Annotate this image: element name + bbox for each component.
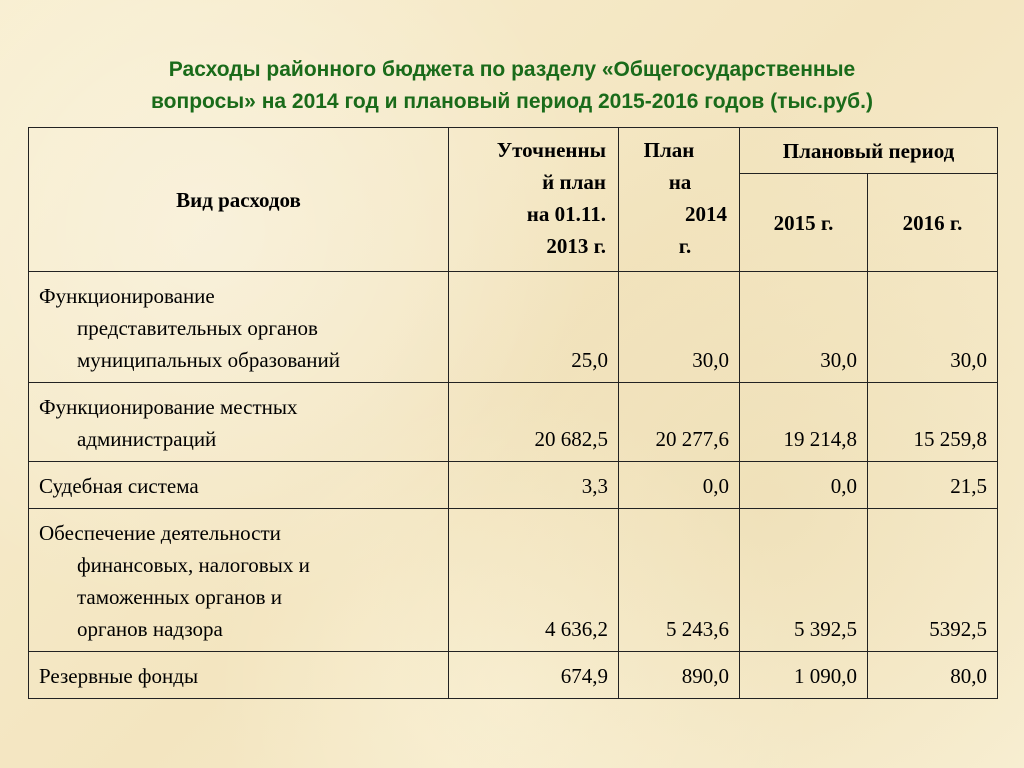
header-plan-2014	[619, 128, 740, 272]
cell-plan-2014: 30,0	[619, 272, 740, 383]
row-name-line: Обеспечение деятельности	[39, 521, 281, 545]
cell-2015: 0,0	[740, 462, 868, 509]
row-name	[29, 383, 449, 462]
header-planning-period: Плановый период	[740, 128, 998, 174]
title-line-2: вопросы» на 2014 год и плановый период 2015-2016 годов (тыс.руб.)	[151, 90, 873, 113]
cell-refined-plan: 674,9	[449, 652, 619, 699]
slide-title	[0, 54, 1024, 118]
row-name	[29, 272, 449, 383]
row-name-line: Резервные фонды	[39, 664, 199, 688]
cell-plan-2014: 5 243,6	[619, 509, 740, 652]
cell-2016: 80,0	[868, 652, 998, 699]
table-row	[29, 652, 998, 699]
cell-2015: 5 392,5	[740, 509, 868, 652]
table-row	[29, 272, 998, 383]
header-year-2016: 2016 г.	[868, 174, 998, 272]
cell-refined-plan: 3,3	[449, 462, 619, 509]
row-name-line: Функционирование местных	[39, 395, 298, 419]
cell-2015: 1 090,0	[740, 652, 868, 699]
header-plan-2014-line: 2014	[685, 202, 727, 226]
row-name-line: органов надзора	[77, 617, 223, 641]
cell-2016: 30,0	[868, 272, 998, 383]
cell-2015: 19 214,8	[740, 383, 868, 462]
header-expense-type: Вид расходов	[29, 128, 449, 272]
table-row	[29, 462, 998, 509]
row-name-line: администраций	[77, 427, 217, 451]
title-line-1: Расходы районного бюджета по разделу «Общегосударственные	[168, 58, 856, 81]
cell-2016: 21,5	[868, 462, 998, 509]
budget-table	[28, 127, 998, 699]
row-name-line: Функционирование	[39, 284, 215, 308]
header-plan-2014-line: План	[643, 138, 695, 162]
cell-2016: 5392,5	[868, 509, 998, 652]
table-row	[29, 509, 998, 652]
cell-plan-2014: 0,0	[619, 462, 740, 509]
header-refined-plan-line: й план	[542, 170, 606, 194]
row-name	[29, 509, 449, 652]
header-refined-plan-line: Уточненны	[496, 138, 606, 162]
row-name-line: финансовых, налоговых и	[77, 553, 310, 577]
header-refined-plan	[449, 128, 619, 272]
row-name	[29, 652, 449, 699]
table-row	[29, 383, 998, 462]
cell-refined-plan: 25,0	[449, 272, 619, 383]
row-name-line: муниципальных образований	[77, 348, 340, 372]
header-plan-2014-line: г.	[678, 234, 692, 258]
row-name	[29, 462, 449, 509]
header-refined-plan-line: на 01.11.	[526, 202, 606, 226]
header-refined-plan-line: 2013 г.	[546, 234, 606, 258]
header-year-2015: 2015 г.	[740, 174, 868, 272]
cell-2016: 15 259,8	[868, 383, 998, 462]
cell-plan-2014: 890,0	[619, 652, 740, 699]
header-row-1	[29, 128, 998, 174]
cell-2015: 30,0	[740, 272, 868, 383]
row-name-line: таможенных органов и	[77, 585, 282, 609]
cell-plan-2014: 20 277,6	[619, 383, 740, 462]
row-name-line: Судебная система	[39, 474, 199, 498]
header-plan-2014-line: на	[668, 170, 692, 194]
cell-refined-plan: 20 682,5	[449, 383, 619, 462]
row-name-line: представительных органов	[77, 316, 318, 340]
cell-refined-plan: 4 636,2	[449, 509, 619, 652]
